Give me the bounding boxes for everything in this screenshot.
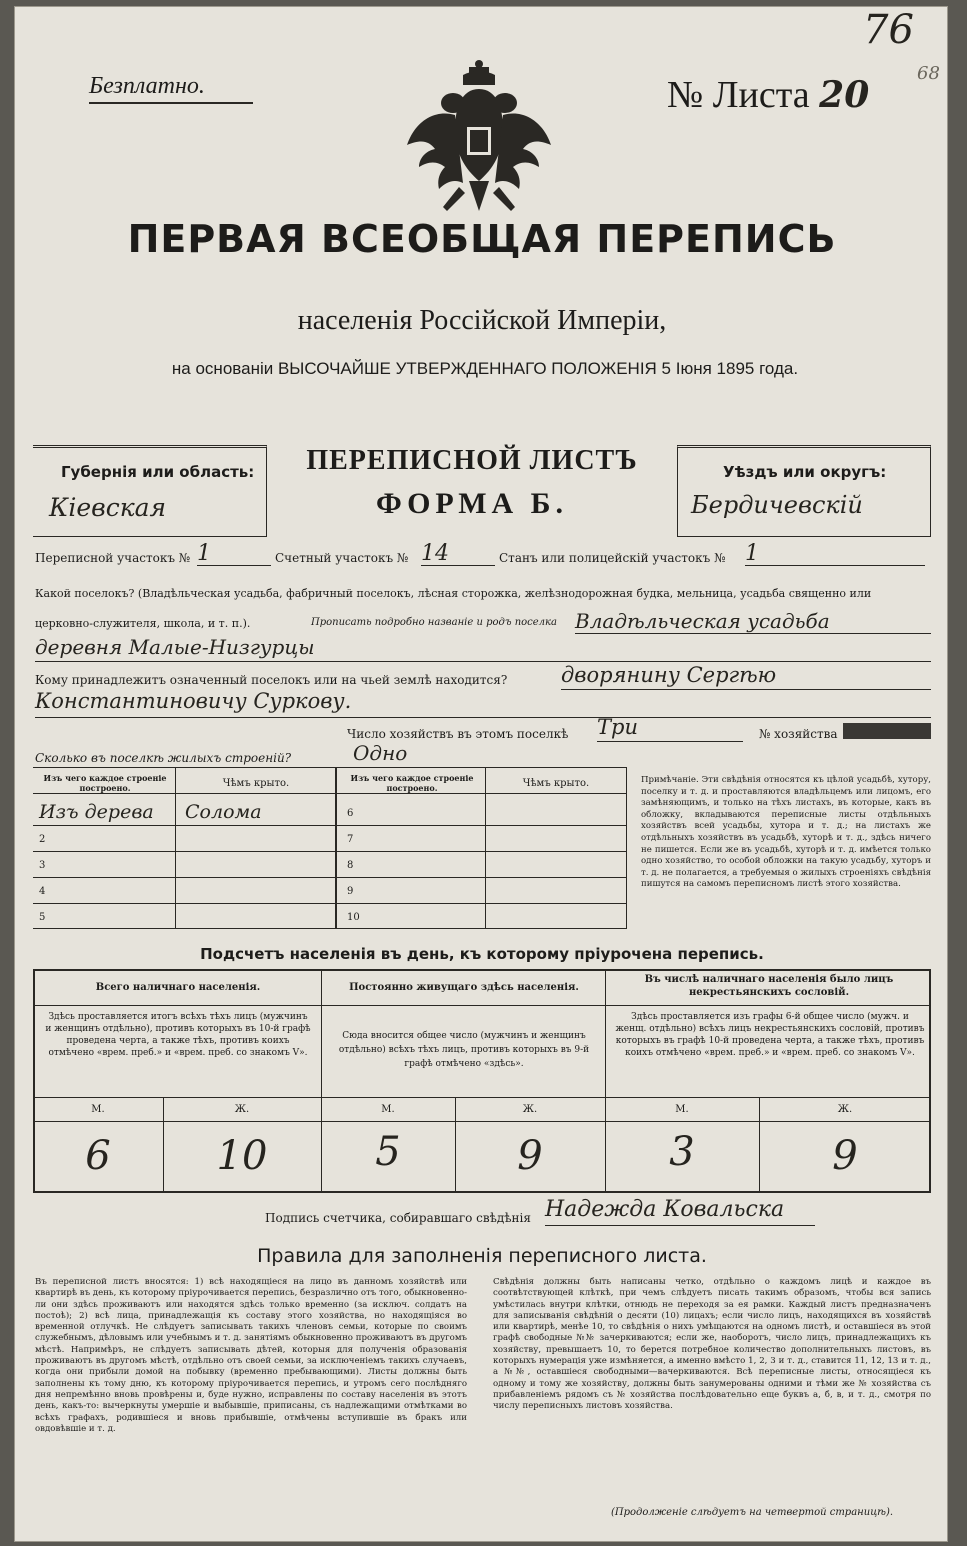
table-header-line — [33, 793, 627, 794]
population-heading: Подсчетъ населенія въ день, къ которому пріурочена перепись. — [200, 945, 764, 963]
free-label: Безплатно. — [89, 73, 253, 104]
female-label: Ж. — [837, 1104, 853, 1115]
decree-basis: на основаніи ВЫСОЧАЙШЕ УТВЕРЖДЕННАГО ПОЛОЖЕНІЯ 5 Іюня 1895 года. — [171, 359, 799, 378]
owner-answer-1: дворянину Сергѣю — [561, 663, 931, 690]
row-number: 4 — [39, 886, 46, 897]
female-label: Ж. — [234, 1104, 250, 1115]
pop-values-line — [33, 1121, 931, 1122]
settlement-hint: Прописать подробно названіе и родъ поселка — [311, 617, 557, 628]
male-label: М. — [91, 1104, 105, 1115]
row-line — [33, 903, 627, 904]
signature-value: Надежда Ковальска — [545, 1197, 815, 1226]
archive-subnumber: 68 — [917, 63, 940, 84]
total-female-value: 10 — [216, 1133, 268, 1179]
settlement-question-cont: церковно-служителя, школа, и т. п.). — [35, 617, 251, 630]
nonpeasant-title: Въ числѣ наличнаго населенія было лицъ некрестьянскихъ сословій. — [644, 974, 894, 998]
rules-title: Правила для заполненія переписного листа. — [257, 1245, 707, 1267]
total-male-value: 6 — [85, 1133, 111, 1179]
buildings-value: Одно — [353, 741, 408, 765]
resident-desc: Сюда вносится общее число (мужчинъ и женщинъ отдѣльно) всѣхъ тѣхъ лицъ, противъ которыхъ въ 9-й графѣ отмѣчено «здѣсь». — [338, 1031, 590, 1069]
table-col-left — [175, 767, 176, 929]
resident-male-value: 5 — [375, 1129, 401, 1175]
nonpeasant-female-value: 9 — [832, 1133, 858, 1179]
row-line — [33, 851, 627, 852]
eagle-emblem — [403, 59, 555, 224]
row-number: 10 — [347, 912, 360, 923]
settlement-question: Какой поселокъ? (Владѣльческая усадьба, фабричный поселокъ, лѣсная сторожка, желѣзнодорожная будка, мельница, усадьба священно или — [35, 587, 872, 600]
nonpeasant-desc: Здѣсь проставляется изъ графы 6-й общее число (мужч. и женщ. отдѣльно) всѣхъ лицъ некрестьянскихъ сословій, противъ которыхъ въ графѣ 10-й проведена черта, а также тѣхъ, противъ коихъ отмѣчено «врем. преб.» и «врем. преб. со знакомъ V». — [615, 1012, 925, 1058]
pop-title-line — [33, 1005, 931, 1006]
table-divider — [335, 767, 337, 929]
note-text: Примѣчаніе. Эти свѣдѣнія относятся къ цѣлой усадьбѣ, хутору, поселку и т. д. и проставляются владѣльцемъ или лицомъ, его замѣняющимъ, и только на тѣхъ листахъ, въ которые, какъ въ обложку, вкладываются переписные листы отдѣльныхъ хозяйствъ всей усадьбы, хутора и т. д.; на листахъ же отдѣльныхъ хозяйствъ въ усадьбѣ, хуторѣ и т. д., здѣсь ничего не пишется. Если же въ усадьбѣ, хуторѣ и т. д. имѣется только одно хозяйство, то особой обложки на такую усадьбу, хуторъ и т. д. не полагается, а требуемыя о жилыхъ строеніяхъ свѣдѣнія пишутся на самомъ переписномъ листѣ этого хозяйства. — [641, 775, 931, 890]
page-title: ПЕРВАЯ ВСЕОБЩАЯ ПЕРЕПИСЬ — [127, 217, 837, 261]
buildings-label: Сколько въ поселкѣ жилыхъ строеній? — [35, 751, 292, 765]
district-value: Бердичевскій — [691, 491, 863, 519]
row-number: 3 — [39, 860, 46, 871]
household-number-value — [843, 723, 931, 739]
row-number: 6 — [347, 808, 354, 819]
rules-continued: (Продолженіе слѣдуетъ на четвертой страницѣ). — [611, 1507, 894, 1518]
settlement-answer-2: деревня Малые-Низгурцы — [35, 635, 931, 662]
row-number: 5 — [39, 912, 46, 923]
archive-number: 76 — [863, 7, 914, 53]
page-subtitle: населенія Россійской Имперіи, — [297, 305, 667, 336]
sheet-number — [667, 73, 869, 117]
district-label: Уѣздъ или округъ: — [723, 463, 887, 481]
row-number: 7 — [347, 834, 354, 845]
form-title: ПЕРЕПИСНОЙ ЛИСТЪ — [306, 445, 638, 476]
roof-header-right: Чѣмъ крыто. — [522, 778, 590, 789]
household-number-label: № хозяйства — [759, 727, 838, 741]
count-area-value: 14 — [421, 541, 495, 566]
building-roof: Солома — [185, 801, 262, 823]
province-label: Губернія или область: — [61, 463, 255, 481]
total-desc: Здѣсь проставляется итогъ всѣхъ тѣхъ лицъ (мужчинъ и женщинъ отдѣльно), противъ которыхъ въ 10-й графѣ проведена черта, а также тѣхъ, противъ коихъ отмѣчено «врем. преб.» и «врем. преб. со знакомъ V». — [45, 1012, 311, 1058]
households-value: Три — [597, 715, 743, 742]
owner-question: Кому принадлежитъ означенный поселокъ или на чьей землѣ находится? — [35, 673, 508, 687]
signature-label: Подпись счетчика, собиравшаго свѣдѣнія — [265, 1211, 531, 1225]
rules-right: Свѣдѣнія должны быть написаны четко, отдѣльно о каждомъ лицѣ и каждое въ соотвѣтствующей клѣткѣ, при чемъ слѣдуетъ писать такимъ образомъ, чтобы вся запись умѣстилась внутри клѣтки, отнюдь не переходя за ея рамки. Каждый листъ предназначенъ для записыванія свѣдѣній о десяти (10) лицахъ; если число лицъ, находящихся въ хозяйствѣ или квартирѣ, менѣе 10, то свѣдѣнія о нихъ умѣщаются на одномъ листѣ, и оставшіеся въ этой графѣ свободные №№ зачеркиваются; если же, наоборотъ, число лицъ, принадлежащихъ къ хозяйству, превышаетъ 10, то берется потребное количество дополнительныхъ листовъ, въ которыхъ нумерація уже измѣняется, а именно вмѣсто 1, 2, 3 и т. д., ставится 11, 12, 13 и т. д., а №№, оставшіеся свободными—вачеркиваются. Всѣ переписные листы, относящіеся къ одному и тому же хозяйству, должны быть занумерованы одними и тѣми же № хозяйства съ прибавленіемъ рядомъ съ № хозяйства послѣдовательно еще буквъ а, б, в, и т. д., смотря по числу переписныхъ листовъ хозяйства. — [493, 1277, 931, 1412]
row-number: 2 — [39, 834, 46, 845]
material-header-left: Изъ чего каждое строеніе построено. — [43, 773, 167, 793]
census-sheet — [14, 6, 948, 1542]
sheet-number-label: № Листа — [667, 74, 810, 116]
material-header-right: Изъ чего каждое строеніе построено. — [350, 773, 474, 793]
nonpeasant-male-value: 3 — [669, 1129, 695, 1175]
households-label: Число хозяйствъ въ этомъ поселкѣ — [347, 727, 569, 741]
stan-label: Станъ или полицейскій участокъ № — [499, 551, 726, 565]
settlement-answer-1: Владѣльческая усадьба — [575, 609, 931, 634]
province-box — [33, 445, 267, 537]
rules-left: Въ переписной листъ вносятся: 1) всѣ находящіеся на лицо въ данномъ хозяйствѣ или квартирѣ въ день, къ которому пріурочивается перепись, безразлично отъ того, обыкновенно-ли они здѣсь проживаютъ или находятся здѣсь только временно (за исключ. солдатъ на постоѣ); 2) всѣ лица, принадлежащія къ составу этого хозяйства, но находящіяся во временной отлучкѣ. Не слѣдуетъ записывать такихъ членовъ семьи, которые по своимъ служебнымъ, дѣловымъ или учебнымъ и т. д. занятіямъ обыкновенно проживаютъ въ другомъ мѣстѣ. Напримѣръ, не слѣдуетъ записывать дѣтей, которыя для полученія образованія проживаютъ въ другомъ мѣстѣ, отдѣльно отъ своей семьи, за исключеніемъ такихъ случаевъ, когда они прибыли домой на побывку (временно пребывающими). Листы должны быть заполнены къ тому дню, къ которому пріурочивается перепись, и утромъ сего послѣдняго дня непремѣнно вновь провѣрены и, буде нужно, исправлены по составу населенія въ этотъ день, какъ-то: вычеркнуты умершіе и выбывшіе, приписаны, съ надлежащими отмѣтками во всѣхъ графахъ, родившіеся и вновь прибывшіе, отмѣчены вступившіе въ бракъ или овдовѣвшіе и т. д. — [35, 1277, 467, 1434]
resident-female-value: 9 — [517, 1133, 543, 1179]
row-number: 9 — [347, 886, 354, 897]
owner-answer-2: Константиновичу Суркову. — [35, 689, 931, 718]
province-value: Кіевская — [49, 493, 167, 522]
row-line — [33, 825, 627, 826]
census-area-value: 1 — [197, 541, 271, 566]
row-line — [33, 877, 627, 878]
table-col-right — [485, 767, 486, 929]
form-subtitle: ФОРМА Б. — [375, 487, 569, 520]
building-material: Изъ дерева — [39, 801, 154, 823]
resident-title: Постоянно живущаго здѣсь населенія. — [349, 982, 579, 993]
count-area-label: Счетный участокъ № — [275, 551, 409, 565]
male-label: М. — [675, 1104, 689, 1115]
female-label: Ж. — [522, 1104, 538, 1115]
stan-value: 1 — [745, 541, 925, 566]
roof-header-left: Чѣмъ крыто. — [222, 778, 290, 789]
pop-mf-line — [33, 1097, 931, 1098]
male-label: М. — [381, 1104, 395, 1115]
census-area-label: Переписной участокъ № — [35, 551, 191, 565]
row-number: 8 — [347, 860, 354, 871]
total-title: Всего наличнаго населенія. — [95, 982, 261, 993]
sheet-number-value: 20 — [819, 74, 870, 116]
